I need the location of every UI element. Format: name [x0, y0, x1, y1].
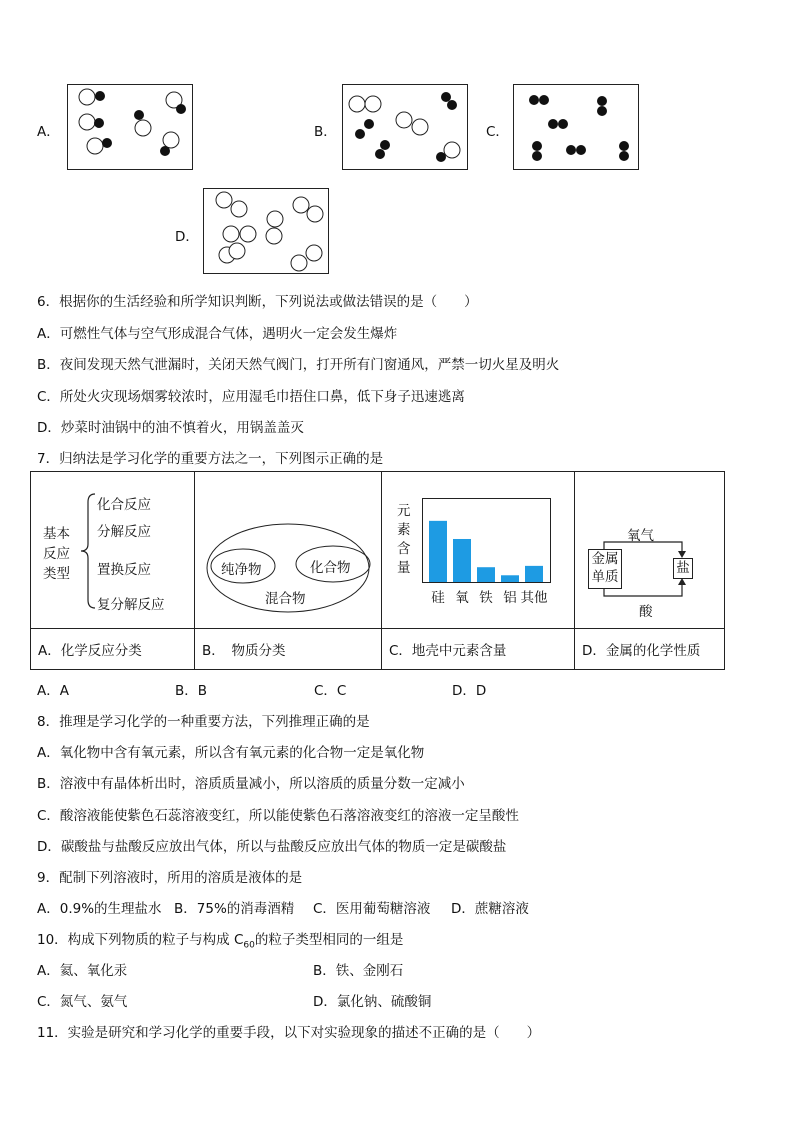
fig-b-cell — [195, 472, 382, 629]
q6-option-d: D．炒菜时油锅中的油不慎着火，用锅盖盖灭 — [37, 420, 304, 436]
fig-b-outer: 混合物 — [265, 591, 306, 607]
fig-d-caption: D．金属的化学性质 — [582, 643, 701, 659]
fig-c-caption: C．地壳中元素含量 — [389, 643, 507, 659]
particle-box-d — [203, 188, 329, 274]
q7-answer-a: A．A — [37, 683, 69, 699]
particle-box-c — [513, 84, 639, 170]
particle-box-b — [342, 84, 468, 170]
q8-option-a: A．氧化物中含有氧元素，所以含有氧元素的化合物一定是氧化物 — [37, 745, 425, 761]
bar-氧 — [453, 539, 471, 582]
particle-box-a — [67, 84, 193, 170]
q7-stem: 7．归纳法是学习化学的重要方法之一，下列图示正确的是 — [37, 451, 384, 467]
fig-b-caption: B． 物质分类 — [202, 643, 286, 659]
q10-option-d: D．氯化钠、硫酸铜 — [313, 994, 432, 1010]
fig-c-ylabel: 元 素 含 量 — [397, 503, 411, 576]
bar-铝 — [501, 575, 519, 582]
fig-a-caption: A．化学反应分类 — [38, 643, 142, 659]
q9-option-a: A．0.9%的生理盐水 — [37, 901, 162, 917]
fig-a-item: 置换反应 — [97, 562, 151, 578]
q11-stem: 11．实验是研究和学习化学的重要手段，以下对实验现象的描述不正确的是（ ） — [37, 1025, 541, 1041]
q8-option-b: B．溶液中有晶体析出时，溶质质量减小，所以溶质的质量分数一定减小 — [37, 776, 465, 792]
q7-figure-table — [30, 471, 725, 670]
q9-option-b: B．75%的消毒酒精 — [174, 901, 295, 917]
q9-option-c: C．医用葡萄糖溶液 — [313, 901, 431, 917]
fig-a-item: 复分解反应 — [97, 597, 165, 613]
q9-stem: 9．配制下列溶液时，所用的溶质是液体的是 — [37, 870, 303, 886]
x-tick-label: 氧 — [455, 590, 469, 606]
q8-stem: 8．推理是学习化学的一种重要方法，下列推理正确的是 — [37, 714, 370, 730]
arrow-down-icon — [678, 551, 686, 558]
q10-stem: 10．构成下列物质的粒子与构成 $C_{60}$的粒子类型相同的一组是 — [37, 932, 404, 951]
fig-d-right-box: 盐 — [673, 558, 693, 579]
fig-d-left-box: 金属 单质 — [588, 549, 622, 589]
x-tick-label: 铝 — [503, 590, 517, 606]
fig-d-cell — [575, 472, 725, 629]
fig-b-inner-right: 化合物 — [310, 560, 351, 576]
arrow-up-icon — [678, 578, 686, 585]
q7-answer-d: D．D — [452, 683, 487, 699]
chart-x-labels — [422, 586, 557, 606]
x-tick-label: 铁 — [479, 590, 493, 606]
q6-option-a: A．可燃性气体与空气形成混合气体，遇明火一定会发生爆炸 — [37, 326, 398, 342]
option-a-label: A． — [37, 124, 60, 140]
fig-d-bottom-label: 酸 — [639, 604, 653, 620]
fig-c-cell — [382, 472, 575, 629]
fig-a-left-label: 基本 反应 类型 — [43, 526, 70, 582]
element-abundance-chart — [422, 498, 557, 584]
q8-option-d: D．碳酸盐与盐酸反应放出气体，所以与盐酸反应放出气体的物质一定是碳酸盐 — [37, 839, 507, 855]
q6-option-c: C．所处火灾现场烟雾较浓时，应用湿毛巾捂住口鼻，低下身子迅速逃离 — [37, 389, 465, 405]
option-d-label: D． — [175, 229, 199, 245]
q7-answer-c: C．C — [314, 683, 347, 699]
q8-option-c: C．酸溶液能使紫色石蕊溶液变红，所以能使紫色石落溶液变红的溶液一定呈酸性 — [37, 808, 519, 824]
option-c-label: C． — [486, 124, 509, 140]
brace-icon — [79, 492, 99, 610]
q10-option-b: B．铁、金刚石 — [313, 963, 404, 979]
fig-d-top-label: 氧气 — [627, 528, 654, 544]
q10-option-c: C．氮气、氨气 — [37, 994, 128, 1010]
q10-option-a: A．氦、氧化汞 — [37, 963, 128, 979]
fig-b-inner-left: 纯净物 — [221, 562, 262, 578]
option-b-label: B． — [314, 124, 337, 140]
bar-硅 — [429, 521, 447, 582]
fig-a-item: 化合反应 — [97, 497, 151, 513]
x-tick-label: 硅 — [431, 590, 445, 606]
x-tick-label: 其他 — [520, 590, 548, 606]
q9-option-d: D．蔗糖溶液 — [451, 901, 529, 917]
bar-铁 — [477, 567, 495, 582]
fig-a-cell — [31, 472, 195, 629]
q6-stem: 6．根据你的生活经验和所学知识判断，下列说法或做法错误的是（ ） — [37, 294, 478, 310]
q6-option-b: B．夜间发现天然气泄漏时，关闭天然气阀门，打开所有门窗通风，严禁一切火星及明火 — [37, 357, 560, 373]
bar-其他 — [525, 566, 543, 582]
q7-answer-b: B．B — [175, 683, 208, 699]
fig-a-item: 分解反应 — [97, 524, 151, 540]
